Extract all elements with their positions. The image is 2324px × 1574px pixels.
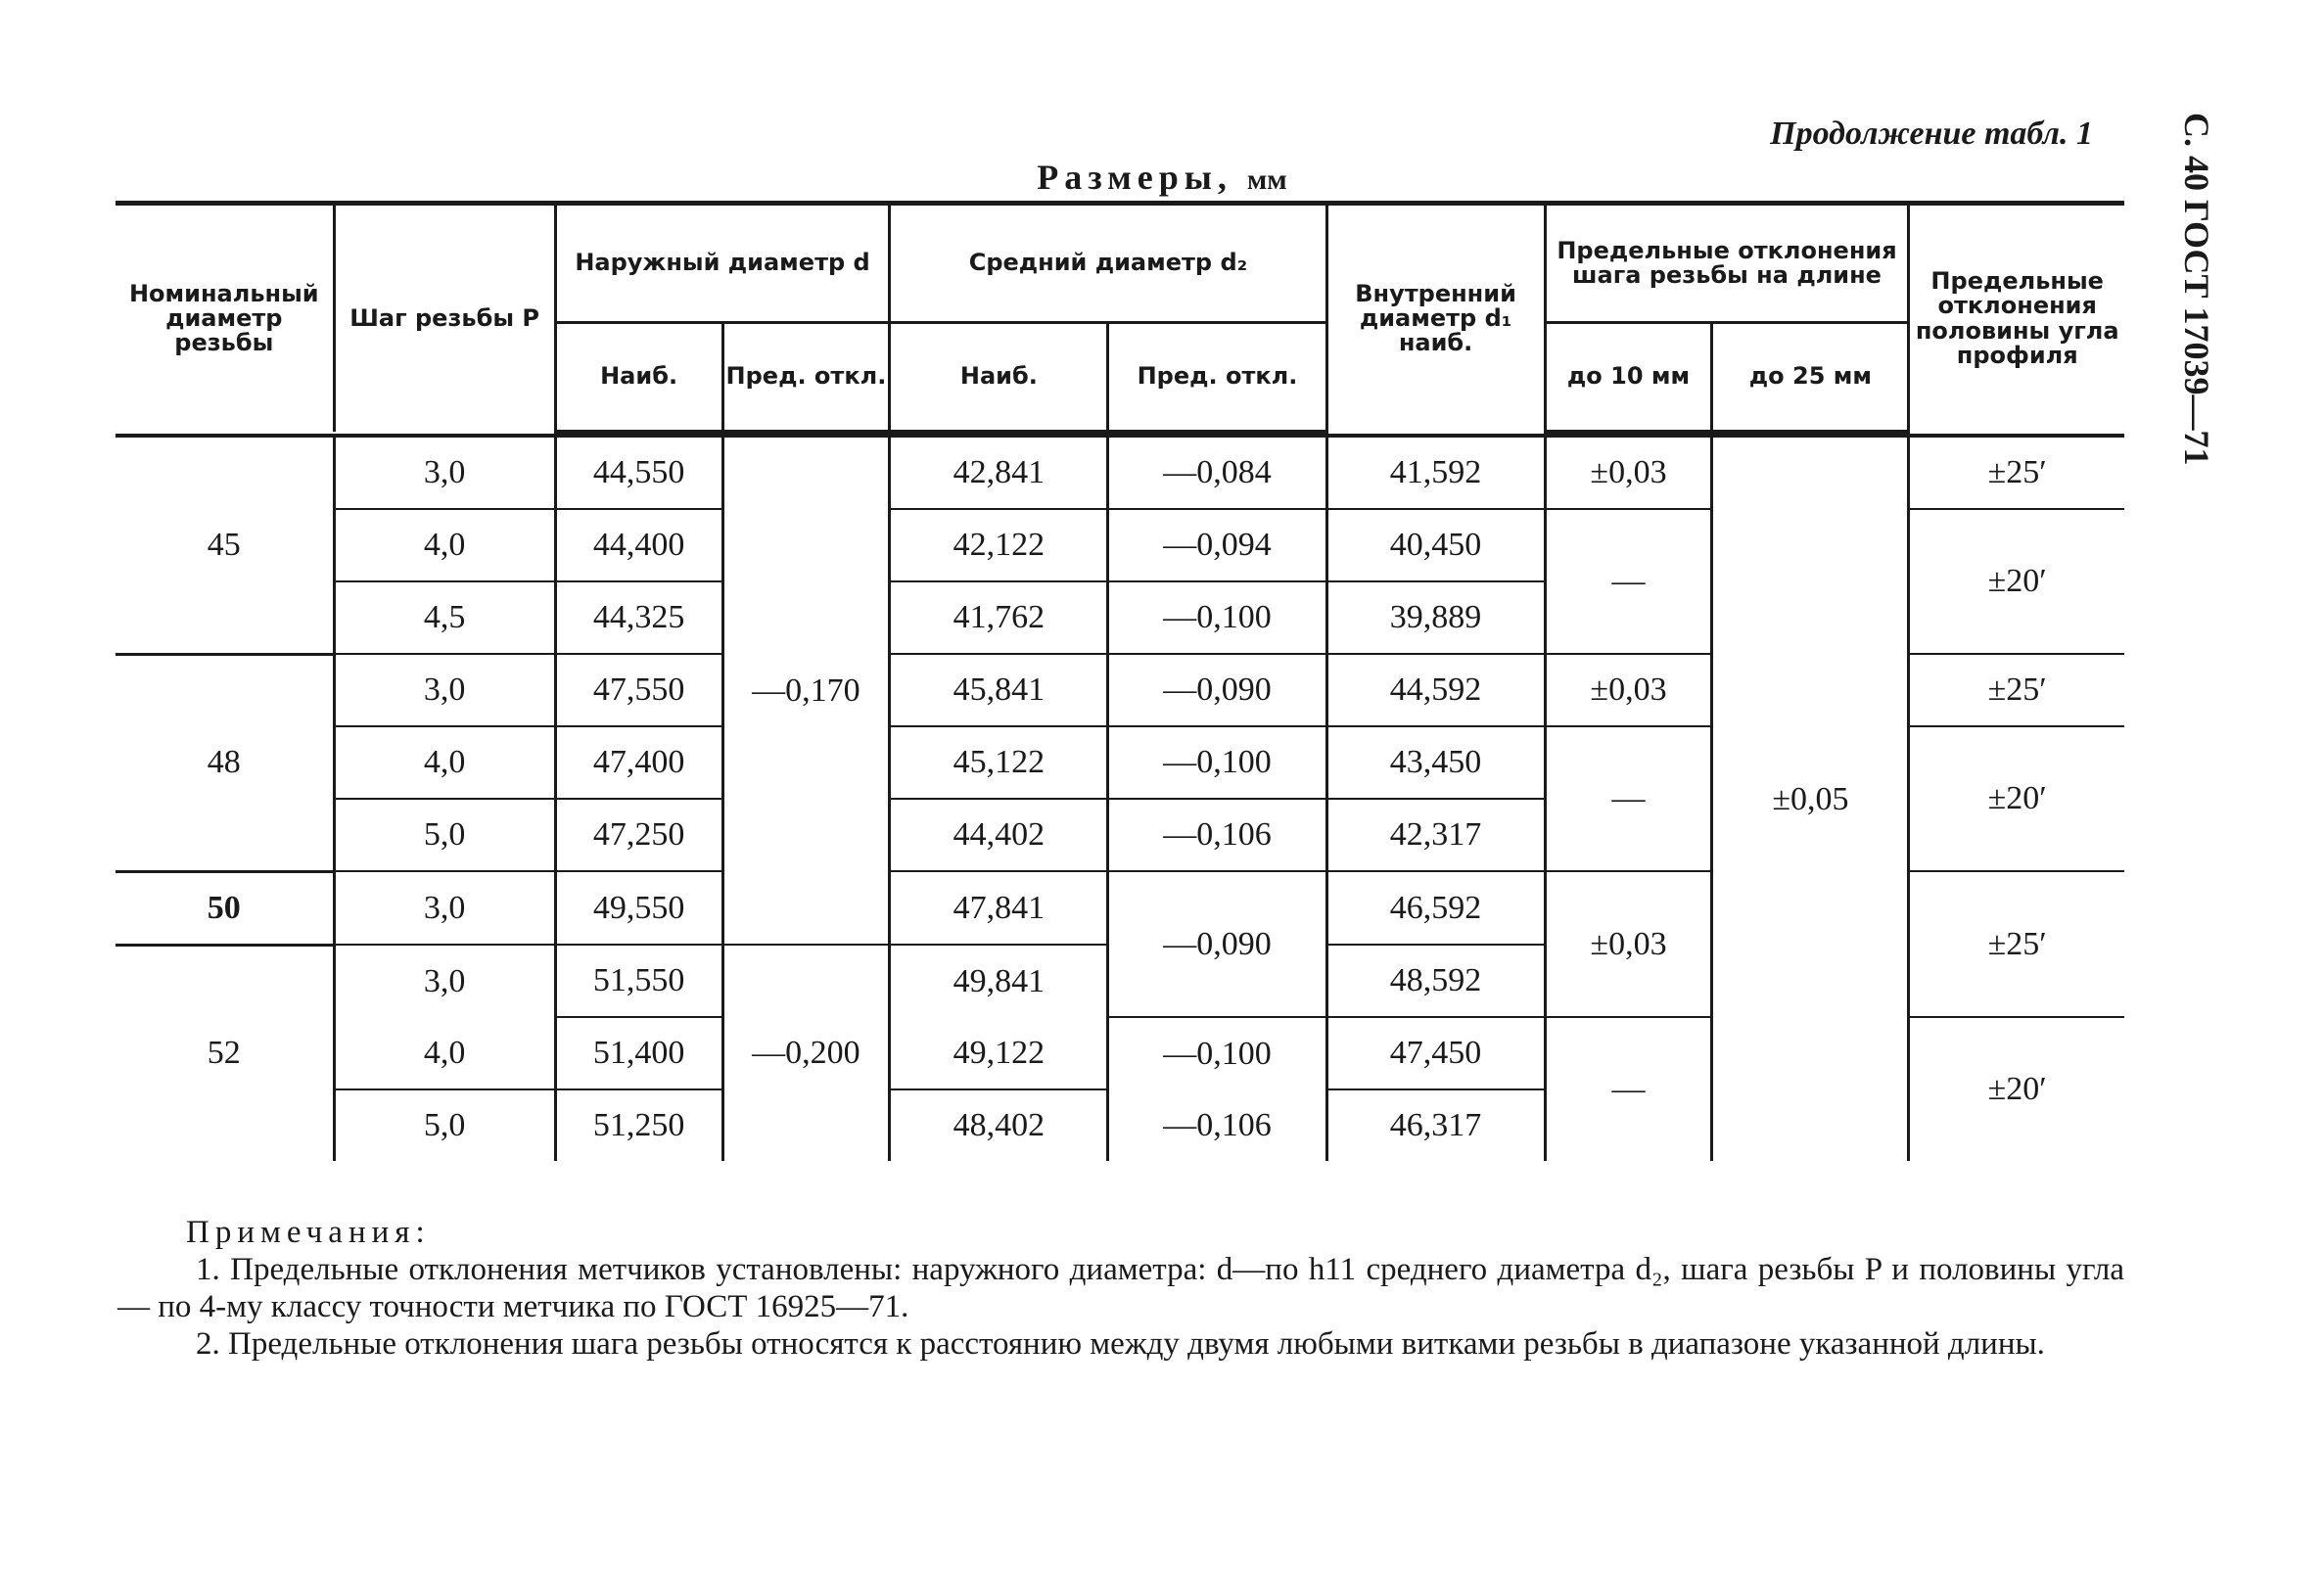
col-outer-dev: Пред. откл. [722,323,890,433]
sizes-label: Размеры, [1037,158,1232,197]
cell-middle-dev: —0,106 [1108,799,1326,871]
cell-middle-max: 48,402 [890,1089,1108,1161]
cell-pitch: 3,0 [334,654,555,726]
cell-pitch: 3,0 [334,945,555,1017]
cell-middle-max: 47,841 [890,871,1108,945]
cell-middle-max: 49,122 [890,1017,1108,1089]
cell-dev10: ±0,03 [1545,436,1712,509]
cell-nominal: 52 [207,1035,241,1072]
cell-pitch: 5,0 [334,799,555,871]
cell-angle: ±25′ [1909,871,2124,1017]
cell-middle-dev: —0,094 [1108,509,1326,581]
cell-dev10: — [1545,726,1712,871]
sizes-caption [0,157,2324,198]
cell-middle-dev: —0,084 [1108,436,1326,509]
cell-outer-max: 49,550 [555,871,722,945]
cell-outer-max: 47,400 [555,726,722,799]
cell-inner: 46,592 [1326,871,1545,945]
col-half-angle: Предельные отклонения половины угла профиля [1909,204,2124,433]
cell-middle-dev: —0,100 [1108,581,1326,654]
col-inner: Внутренний диаметр d₁ наиб. [1326,204,1545,433]
cell-outer-max: 47,250 [555,799,722,871]
cell-middle-dev: —0,090 [1108,871,1326,1017]
cell-middle-dev: —0,100 [1108,726,1326,799]
col-middle-dev: Пред. откл. [1108,323,1326,433]
notes-section [117,1214,2124,1363]
cell-outer-max: 44,400 [555,509,722,581]
cell-middle-dev: —0,100 [1108,1017,1326,1089]
cell-dev10: — [1545,1017,1712,1161]
cell-inner: 41,592 [1326,436,1545,509]
note-2: 2. Предельные отклонения шага резьбы относятся к расстоянию между двумя любыми витками резьбы в диапазоне указанной длины. [196,1326,2045,1362]
cell-inner: 44,592 [1326,654,1545,726]
side-page-header: С. 40 ГОСТ 17039—71 [2177,113,2216,466]
table-row [116,436,2124,509]
cell-inner: 46,317 [1326,1089,1545,1161]
cell-pitch: 3,0 [334,436,555,509]
col-outer: Наружный диаметр d [555,204,890,323]
cell-inner: 47,450 [1326,1017,1545,1089]
col-middle-max: Наиб. [890,323,1108,433]
cell-nominal: 48 [116,654,334,871]
cell-outer-dev: —0,170 [722,436,890,945]
dimensions-table [116,201,2124,1161]
col-pitch-dev: Предельные отклонения шага резьбы на длине [1545,204,1909,323]
cell-pitch: 4,0 [334,1017,555,1089]
cell-middle-max: 49,841 [890,945,1108,1017]
cell-dev10: — [1545,509,1712,654]
cell-outer-max: 44,325 [555,581,722,654]
cell-outer-max: 44,550 [555,436,722,509]
cell-outer-max: 51,550 [555,945,722,1017]
cell-angle: ±25′ [1909,436,2124,509]
cell-inner: 39,889 [1326,581,1545,654]
cell-inner: 43,450 [1326,726,1545,799]
cell-angle: ±20′ [1909,726,2124,871]
cell-angle: ±20′ [1909,509,2124,654]
cell-dev10: ±0,03 [1545,654,1712,726]
cell-outer-dev: —0,200 [722,945,890,1161]
cell-middle-max: 41,762 [890,581,1108,654]
sizes-unit: мм [1246,163,1287,196]
cell-outer-max: 51,250 [555,1089,722,1161]
cell-inner: 48,592 [1326,945,1545,1017]
cell-middle-max: 45,841 [890,654,1108,726]
cell-outer-max: 51,400 [555,1017,722,1089]
cell-pitch: 3,0 [334,871,555,945]
cell-pitch: 5,0 [334,1089,555,1161]
notes-heading: Примечания: [186,1215,431,1250]
cell-angle: ±20′ [1909,1017,2124,1161]
cell-dev10: ±0,03 [1545,871,1712,1017]
note-1: 1. Предельные отклонения метчиков установлены: наружного диаметра: d—по h11 среднего диаметра d₂, шага резьбы P и половины угла — по 4-му классу точности метчика по ГОСТ 16925—71. [117,1252,2124,1324]
cell-pitch: 4,0 [334,726,555,799]
continuation-label: Продолжение табл. 1 [1770,116,2093,152]
cell-middle-max: 44,402 [890,799,1108,871]
cell-angle: ±25′ [1909,654,2124,726]
cell-middle-max: 45,122 [890,726,1108,799]
dimensions-table-container [116,201,2124,1161]
col-middle: Средний диаметр d₂ [890,204,1326,323]
col-pitch-dev-10: до 10 мм [1545,323,1712,433]
col-pitch-dev-25: до 25 мм [1712,323,1909,433]
cell-middle-max: 42,841 [890,436,1108,509]
cell-middle-max: 42,122 [890,509,1108,581]
cell-inner: 42,317 [1326,799,1545,871]
cell-outer-max: 47,550 [555,654,722,726]
cell-pitch: 4,5 [334,581,555,654]
cell-pitch: 4,0 [334,509,555,581]
col-nominal: Номинальный диаметр резьбы [116,204,334,433]
cell-inner: 40,450 [1326,509,1545,581]
col-pitch: Шаг резьбы P [334,204,555,433]
cell-middle-dev: —0,106 [1108,1089,1326,1161]
cell-nominal: 45 [116,436,334,654]
cell-middle-dev: —0,090 [1108,654,1326,726]
col-outer-max: Наиб. [555,323,722,433]
cell-dev25: ±0,05 [1712,436,1909,1161]
cell-nominal: 50 [116,871,334,945]
